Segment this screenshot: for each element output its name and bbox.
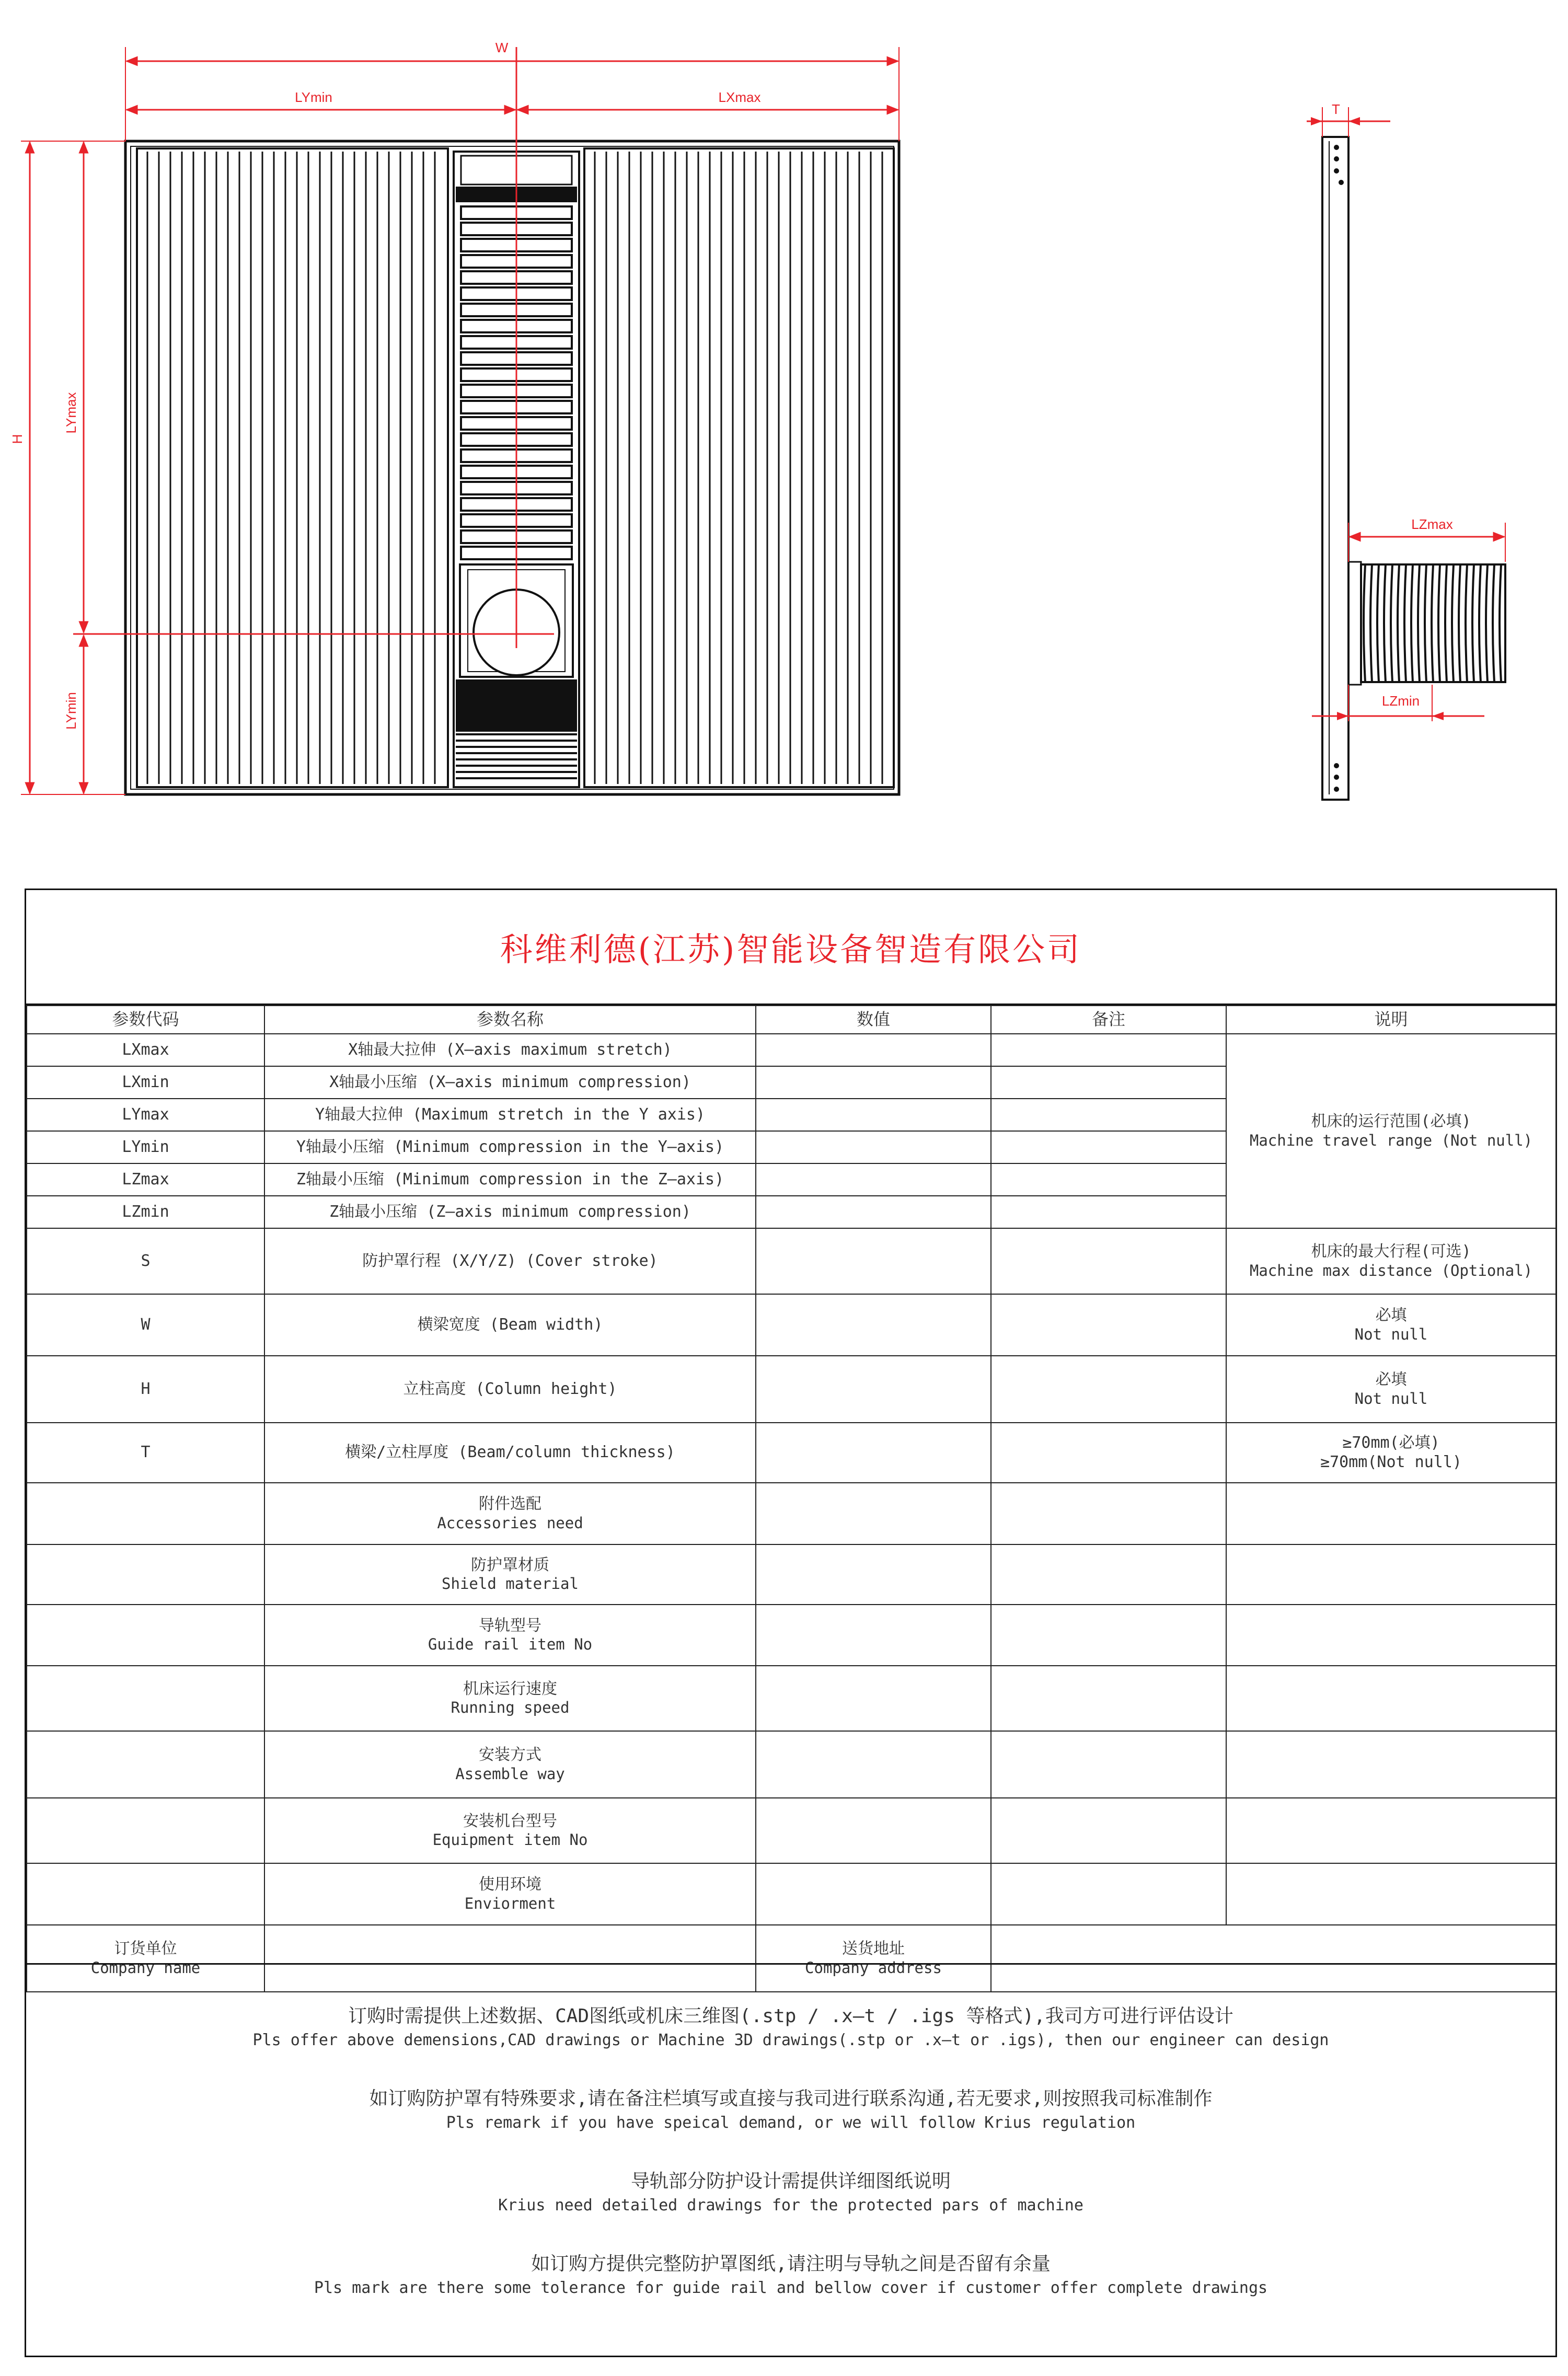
- table-row-material: [27, 1544, 1556, 1605]
- value-cell[interactable]: [756, 1131, 991, 1163]
- remark-cell[interactable]: [991, 1228, 1226, 1294]
- value-cell[interactable]: [756, 1798, 991, 1863]
- table-row: [27, 1034, 1556, 1066]
- z-bellow-ribs: [1361, 564, 1505, 682]
- param-code: LXmin: [27, 1066, 264, 1099]
- table-row-t: [27, 1423, 1556, 1483]
- lymax-label: LYmax: [63, 392, 79, 434]
- param-name: [264, 1863, 756, 1925]
- z-fold: [1364, 564, 1365, 682]
- value-cell[interactable]: [756, 1666, 991, 1731]
- description-cell: [1226, 1356, 1556, 1423]
- value-cell[interactable]: [756, 1228, 991, 1294]
- remark-cell[interactable]: [991, 1099, 1226, 1131]
- description-cell: [1226, 1605, 1556, 1666]
- value-cell[interactable]: [756, 1544, 991, 1605]
- bellows-cover-drawing: [0, 0, 1568, 836]
- s-note-zh: 机床的最大行程(可选): [1311, 1242, 1471, 1261]
- value-cell[interactable]: [756, 1196, 991, 1228]
- note-en: Pls offer above demensions,CAD drawings or Machine 3D drawings(.stp or .x—t or .igs), then our engineer can design: [252, 2031, 1329, 2049]
- z-bellow-mount: [1348, 562, 1361, 685]
- z-fold: [1452, 564, 1454, 682]
- description-cell: [1226, 1544, 1556, 1605]
- table-row-speed: [27, 1666, 1556, 1731]
- remark-cell[interactable]: [991, 1163, 1226, 1196]
- code-cell: [27, 1666, 264, 1731]
- z-fold: [1377, 564, 1379, 682]
- order-notes: [26, 1963, 1555, 2356]
- range-note-en: Machine travel range (Not null): [1249, 1131, 1533, 1149]
- z-fold: [1425, 564, 1426, 682]
- note-zh: 导轨部分防护设计需提供详细图纸说明: [630, 2171, 951, 2192]
- header-value: 数值: [756, 1006, 991, 1034]
- param-code: S: [27, 1228, 264, 1294]
- table-row-accessories: [27, 1483, 1556, 1544]
- z-fold: [1472, 564, 1474, 682]
- extra-name-zh: 防护罩材质: [471, 1555, 549, 1574]
- param-code: LYmin: [27, 1131, 264, 1163]
- t-arrow-right: [1348, 117, 1360, 125]
- extra-name-zh: 安装机台型号: [463, 1812, 557, 1830]
- note-en: Krius need detailed drawings for the protected pars of machine: [498, 2196, 1083, 2214]
- remark-cell[interactable]: [991, 1798, 1226, 1863]
- note-en: Pls remark if you have speical demand, or we will follow Krius regulation: [446, 2114, 1136, 2132]
- z-fold: [1493, 564, 1494, 682]
- extra-name-en: Enviorment: [464, 1894, 556, 1912]
- value-cell[interactable]: [756, 1483, 991, 1544]
- remark-cell[interactable]: [991, 1423, 1226, 1483]
- order-company-zh: 订货单位: [114, 1940, 177, 1958]
- lzmin-arrow-right: [1432, 712, 1444, 720]
- remark-cell[interactable]: [991, 1731, 1226, 1798]
- w-label: W: [495, 40, 509, 55]
- z-fold: [1398, 564, 1399, 682]
- slat-stack: [456, 679, 577, 732]
- company-title: 科维利德(江苏)智能设备智造有限公司: [26, 890, 1555, 1005]
- param-code: LXmax: [27, 1034, 264, 1066]
- value-cell[interactable]: [756, 1863, 991, 1925]
- order-company-en: Company name: [90, 1958, 201, 1977]
- table-row-environment: [27, 1863, 1556, 1925]
- code-cell: [27, 1605, 264, 1666]
- z-fold: [1418, 564, 1420, 682]
- side-column: [1322, 137, 1348, 800]
- table-row-h: [27, 1356, 1556, 1423]
- range-note-zh: 机床的运行范围(必填): [1311, 1112, 1471, 1131]
- description-cell: [1226, 1731, 1556, 1798]
- z-fold: [1411, 564, 1413, 682]
- remark-cell[interactable]: [991, 1666, 1226, 1731]
- z-fold: [1479, 564, 1481, 682]
- extra-name-zh: 机床运行速度: [463, 1679, 557, 1698]
- value-cell[interactable]: [756, 1356, 991, 1423]
- z-fold: [1384, 564, 1386, 682]
- description-cell: [1226, 1666, 1556, 1731]
- code-cell: [27, 1798, 264, 1863]
- h-label: H: [9, 434, 25, 444]
- value-cell[interactable]: [756, 1294, 991, 1356]
- extra-name-zh: 导轨型号: [479, 1616, 541, 1635]
- header-remark: 备注: [991, 1006, 1226, 1034]
- remark-cell[interactable]: [991, 1863, 1226, 1925]
- param-name: [264, 1798, 756, 1863]
- description-cell: [1226, 1863, 1556, 1925]
- note-item: [26, 2001, 1555, 2049]
- lymin-top-label: LYmin: [295, 89, 332, 105]
- description-cell: [1226, 1228, 1556, 1294]
- value-cell[interactable]: [756, 1099, 991, 1131]
- extra-name-zh: 附件选配: [479, 1495, 541, 1514]
- s-note-en: Machine max distance (Optional): [1249, 1261, 1533, 1279]
- param-name: Y轴最大拉伸 (Maximum stretch in the Y axis): [264, 1099, 756, 1131]
- value-cell[interactable]: [756, 1066, 991, 1099]
- table-header-row: [27, 1006, 1556, 1034]
- param-name: [264, 1666, 756, 1731]
- param-name: 横梁/立柱厚度 (Beam/column thickness): [264, 1423, 756, 1483]
- param-code: W: [27, 1294, 264, 1356]
- value-cell[interactable]: [756, 1163, 991, 1196]
- extra-name-en: Guide rail item No: [428, 1635, 593, 1654]
- value-cell[interactable]: [756, 1731, 991, 1798]
- header-description: 说明: [1226, 1006, 1556, 1034]
- table-row-s: [27, 1228, 1556, 1294]
- lower-slats: [456, 679, 577, 778]
- t-arrow-left: [1311, 117, 1322, 125]
- t-note-zh: ≥70mm(必填): [1342, 1433, 1440, 1452]
- left-bellow: [137, 148, 448, 787]
- param-name: [264, 1544, 756, 1605]
- param-name: [264, 1483, 756, 1544]
- parameter-table: [26, 1005, 1557, 1992]
- param-code: LYmax: [27, 1099, 264, 1131]
- description-cell: [1226, 1483, 1556, 1544]
- lzmin-label: LZmin: [1381, 693, 1420, 709]
- extra-name-en: Shield material: [442, 1575, 579, 1593]
- z-fold: [1370, 564, 1372, 682]
- note-zh: 订购时需提供上述数据、CAD图纸或机床三维图(.stp / .x—t / .igs 等格式),我司方可进行评估设计: [348, 2005, 1233, 2027]
- param-name: 防护罩行程 (X/Y/Z) (Cover stroke): [264, 1228, 756, 1294]
- code-cell: [27, 1863, 264, 1925]
- param-code: LZmax: [27, 1163, 264, 1196]
- param-name: [264, 1605, 756, 1666]
- lxmax-label: LXmax: [718, 89, 761, 105]
- param-name: 立柱高度 (Column height): [264, 1356, 756, 1423]
- param-code: T: [27, 1423, 264, 1483]
- side-bolt-holes: [1334, 145, 1344, 792]
- note-zh: 如订购方提供完整防护罩图纸,请注明与导轨之间是否留有余量: [531, 2253, 1051, 2275]
- param-name: 横梁宽度 (Beam width): [264, 1294, 756, 1356]
- delivery-address-zh: 送货地址: [842, 1940, 905, 1958]
- note-en: Pls mark are there some tolerance for guide rail and bellow cover if customer offer complete drawings: [314, 2279, 1268, 2297]
- header-name: 参数名称: [264, 1006, 756, 1034]
- note-item: [26, 2249, 1555, 2297]
- param-code: H: [27, 1356, 264, 1423]
- lzmin-arrow-left: [1337, 712, 1348, 720]
- h-note-zh: 必填: [1375, 1370, 1407, 1389]
- right-bellow-ribs: [595, 152, 882, 784]
- z-fold: [1432, 564, 1433, 682]
- value-cell[interactable]: [756, 1423, 991, 1483]
- code-cell: [27, 1731, 264, 1798]
- remark-cell[interactable]: [991, 1294, 1226, 1356]
- table-row-w: [27, 1294, 1556, 1356]
- remark-cell[interactable]: [991, 1196, 1226, 1228]
- param-name: [264, 1731, 756, 1798]
- t-note-en: ≥70mm(Not null): [1320, 1452, 1462, 1471]
- header-code: 参数代码: [27, 1006, 264, 1034]
- z-fold: [1486, 564, 1488, 682]
- t-label: T: [1332, 101, 1340, 117]
- z-fold: [1438, 564, 1440, 682]
- remark-cell[interactable]: [991, 1605, 1226, 1666]
- extra-name-en: Accessories need: [437, 1514, 583, 1532]
- z-fold: [1459, 564, 1460, 682]
- left-bellow-ribs: [147, 152, 435, 784]
- order-form: [25, 889, 1557, 2357]
- note-item: [26, 2166, 1555, 2214]
- remark-cell[interactable]: [991, 1356, 1226, 1423]
- param-code: LZmin: [27, 1196, 264, 1228]
- description-cell: [1226, 1423, 1556, 1483]
- w-note-en: Not null: [1354, 1325, 1428, 1343]
- param-name: X轴最小压缩 (X—axis minimum compression): [264, 1066, 756, 1099]
- w-note-zh: 必填: [1375, 1306, 1407, 1325]
- remark-cell[interactable]: [991, 1066, 1226, 1099]
- code-cell: [27, 1544, 264, 1605]
- table-row-guide-rail: [27, 1605, 1556, 1666]
- note-zh: 如订购防护罩有特殊要求,请在备注栏填写或直接与我司进行联系沟通,若无要求,则按照我司标准制作: [369, 2088, 1213, 2109]
- z-fold: [1466, 564, 1467, 682]
- range-description: [1226, 1034, 1556, 1228]
- remark-cell[interactable]: [991, 1544, 1226, 1605]
- table-row-equipment: [27, 1798, 1556, 1863]
- extra-name-en: Assemble way: [455, 1764, 565, 1783]
- note-item: [26, 2084, 1555, 2132]
- lzmax-label: LZmax: [1411, 516, 1453, 532]
- param-name: Y轴最小压缩 (Minimum compression in the Y—axis): [264, 1131, 756, 1163]
- z-fold: [1445, 564, 1447, 682]
- param-name: X轴最大拉伸 (X—axis maximum stretch): [264, 1034, 756, 1066]
- code-cell: [27, 1483, 264, 1544]
- param-name: Z轴最小压缩 (Minimum compression in the Z—axis): [264, 1163, 756, 1196]
- remark-cell[interactable]: [991, 1483, 1226, 1544]
- extra-name-zh: 安装方式: [479, 1746, 541, 1764]
- description-cell: [1226, 1294, 1556, 1356]
- value-cell[interactable]: [756, 1605, 991, 1666]
- extra-name-en: Running speed: [451, 1699, 570, 1717]
- value-cell[interactable]: [756, 1034, 991, 1066]
- param-name: Z轴最小压缩 (Z—axis minimum compression): [264, 1196, 756, 1228]
- lymin-side-label: LYmin: [63, 692, 79, 730]
- remark-cell[interactable]: [991, 1131, 1226, 1163]
- description-cell: [1226, 1798, 1556, 1863]
- z-fold: [1500, 564, 1501, 682]
- extra-name-zh: 使用环境: [479, 1875, 541, 1894]
- h-note-en: Not null: [1354, 1389, 1428, 1408]
- table-row-assemble: [27, 1731, 1556, 1798]
- z-fold: [1404, 564, 1406, 682]
- remark-cell[interactable]: [991, 1034, 1226, 1066]
- delivery-address-en: Company address: [805, 1958, 942, 1977]
- extra-name-en: Equipment item No: [432, 1831, 588, 1849]
- z-fold: [1391, 564, 1392, 682]
